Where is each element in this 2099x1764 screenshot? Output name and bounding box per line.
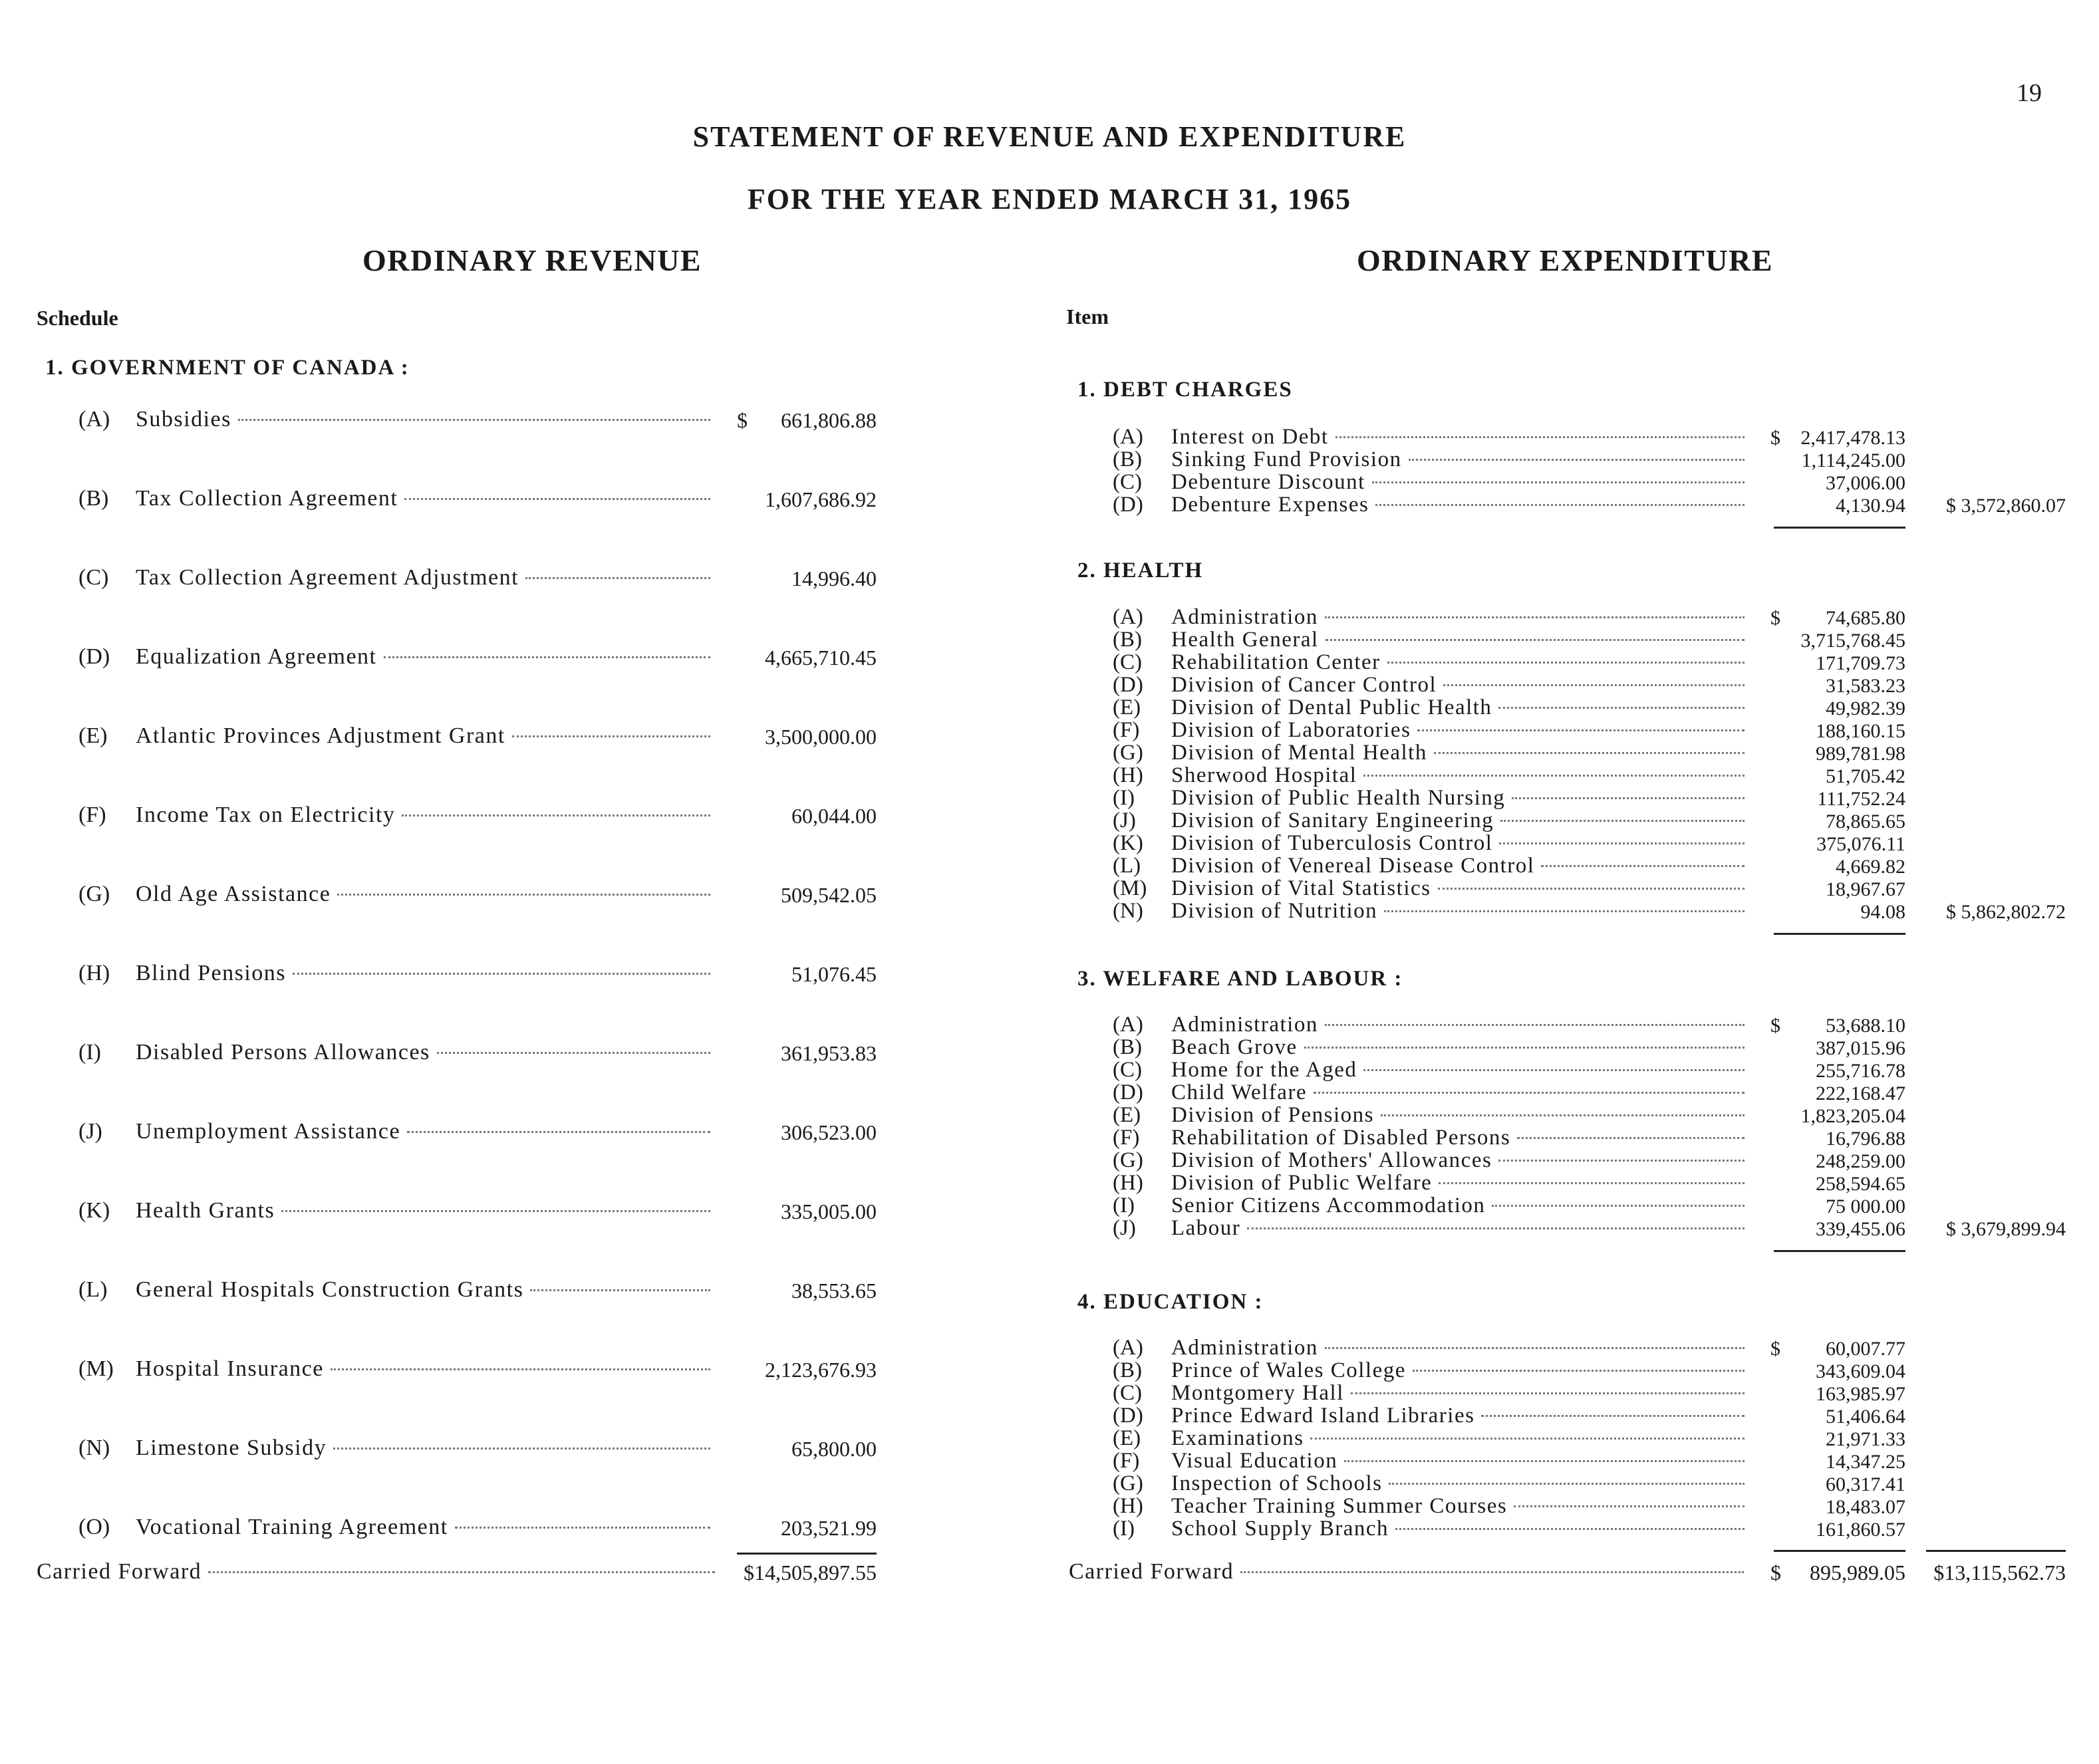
- currency-symbol: $: [737, 408, 748, 432]
- item-description: Division of Mothers' Allowances: [1171, 1148, 1492, 1172]
- item-column-label: Item: [1066, 305, 1109, 328]
- item-code: (D): [1113, 1080, 1143, 1104]
- item-description: Tax Collection Agreement: [136, 486, 398, 511]
- expenditure-carried-forward-dollar: $: [1770, 1561, 1781, 1584]
- expenditure-item-row: [1113, 741, 1751, 764]
- item-code: (E): [78, 723, 108, 748]
- item-code: (K): [1113, 831, 1143, 855]
- item-description: Disabled Persons Allowances: [136, 1040, 430, 1065]
- item-amount: 222,168.47: [1816, 1082, 1905, 1104]
- item-amount: 2,123,676.93: [765, 1358, 877, 1382]
- revenue-carried-forward-total: $14,505,897.55: [744, 1561, 877, 1584]
- item-amount: 75 000.00: [1826, 1196, 1905, 1217]
- expenditure-item-row: [1113, 471, 1751, 493]
- item-code: (D): [1113, 1404, 1143, 1428]
- item-amount: 51,406.64: [1826, 1406, 1905, 1428]
- expenditure-item-row: [1113, 606, 1751, 628]
- item-amount: 21,971.33: [1826, 1428, 1905, 1450]
- item-code: (F): [78, 803, 106, 827]
- item-description: Subsidies: [136, 407, 231, 432]
- item-amount: 258,594.65: [1816, 1173, 1905, 1195]
- item-code: (D): [1113, 493, 1143, 517]
- expenditure-group-title: 4. EDUCATION :: [1077, 1290, 1264, 1314]
- item-description: Division of Pensions: [1171, 1103, 1375, 1127]
- leader-dots: [1541, 865, 1745, 867]
- item-code: (J): [78, 1119, 102, 1144]
- item-amount: 188,160.15: [1816, 720, 1905, 742]
- item-amount: 343,609.04: [1816, 1360, 1905, 1382]
- item-description: Division of Cancer Control: [1171, 673, 1437, 697]
- expenditure-item-row: [1113, 674, 1751, 696]
- leader-dots: [384, 656, 711, 658]
- item-description: Sinking Fund Provision: [1171, 447, 1402, 471]
- revenue-item-row: [78, 1436, 717, 1461]
- currency-symbol: $: [1770, 1015, 1780, 1037]
- item-amount: 31,583.23: [1826, 675, 1905, 697]
- expenditure-item-row: [1113, 1217, 1751, 1239]
- item-description: Limestone Subsidy: [136, 1436, 327, 1460]
- leader-dots: [208, 1571, 715, 1573]
- leader-dots: [512, 735, 710, 737]
- item-code: (H): [1113, 763, 1143, 787]
- revenue-item-row: [78, 1515, 717, 1540]
- item-description: Hospital Insurance: [136, 1356, 324, 1381]
- leader-dots: [1387, 662, 1745, 664]
- leader-dots: [1514, 1505, 1745, 1507]
- leader-dots: [1344, 1460, 1745, 1462]
- item-description: Senior Citizens Accommodation: [1171, 1194, 1486, 1217]
- item-description: Old Age Assistance: [136, 882, 331, 906]
- expenditure-item-row: [1113, 1495, 1751, 1517]
- page-title: STATEMENT OF REVENUE AND EXPENDITURE: [692, 120, 1407, 153]
- item-amount: 339,455.06: [1816, 1218, 1905, 1240]
- item-description: Unemployment Assistance: [136, 1119, 401, 1144]
- item-code: (F): [1113, 1126, 1140, 1150]
- item-amount: 1,114,245.00: [1801, 449, 1905, 471]
- item-amount: 37,006.00: [1826, 472, 1905, 494]
- leader-dots: [1247, 1227, 1745, 1229]
- expenditure-item-row: [1113, 877, 1751, 900]
- item-description: Examinations: [1171, 1426, 1304, 1450]
- leader-dots: [1384, 910, 1745, 912]
- group-total: $ 5,862,802.72: [1946, 901, 2066, 923]
- item-amount: 51,705.42: [1826, 765, 1905, 787]
- revenue-carried-forward-row: [37, 1559, 722, 1584]
- leader-dots: [333, 1448, 710, 1449]
- currency-symbol: $: [1770, 607, 1780, 629]
- item-code: (C): [1113, 470, 1142, 494]
- leader-dots: [1363, 775, 1745, 777]
- item-code: (L): [78, 1277, 108, 1302]
- item-description: Visual Education: [1171, 1449, 1338, 1473]
- leader-dots: [1335, 436, 1745, 438]
- item-description: Administration: [1171, 605, 1318, 629]
- item-code: (K): [78, 1198, 110, 1223]
- item-amount: 49,982.39: [1826, 697, 1905, 719]
- item-code: (G): [78, 882, 110, 906]
- expenditure-item-row: [1113, 900, 1751, 922]
- leader-dots: [1413, 1370, 1745, 1372]
- item-amount: 4,130.94: [1836, 495, 1905, 517]
- revenue-item-row: [78, 565, 717, 590]
- item-code: (D): [78, 644, 110, 669]
- item-description: Rehabilitation of Disabled Persons: [1171, 1126, 1511, 1150]
- expenditure-item-row: [1113, 809, 1751, 832]
- item-amount: 2,417,478.13: [1800, 427, 1905, 449]
- item-code: (M): [1113, 876, 1147, 900]
- group-subtotal-rule: [1774, 1250, 1905, 1252]
- leader-dots: [1240, 1571, 1744, 1573]
- item-amount: 78,865.65: [1826, 811, 1905, 832]
- leader-dots: [1325, 1024, 1745, 1026]
- revenue-item-row: [78, 1356, 717, 1382]
- expenditure-item-row: [1113, 1013, 1751, 1036]
- leader-dots: [455, 1527, 710, 1529]
- revenue-item-row: [78, 1040, 717, 1065]
- revenue-item-row: [78, 882, 717, 907]
- expenditure-item-row: [1113, 764, 1751, 787]
- leader-dots: [525, 577, 710, 579]
- schedule-column-label: Schedule: [37, 306, 118, 330]
- leader-dots: [1389, 1483, 1745, 1485]
- item-amount: 18,483.07: [1826, 1496, 1905, 1518]
- expenditure-item-row: [1113, 1149, 1751, 1172]
- group-total: $ 3,572,860.07: [1946, 495, 2066, 517]
- leader-dots: [1434, 752, 1745, 754]
- item-amount: 171,709.73: [1816, 652, 1905, 674]
- item-code: (N): [78, 1436, 110, 1460]
- item-amount: 38,553.65: [791, 1279, 877, 1303]
- leader-dots: [1498, 1160, 1745, 1162]
- expenditure-item-row: [1113, 696, 1751, 719]
- item-description: Debenture Discount: [1171, 470, 1365, 494]
- revenue-heading: ORDINARY REVENUE: [362, 243, 702, 277]
- item-description: Division of Dental Public Health: [1171, 695, 1492, 719]
- item-code: (H): [1113, 1171, 1143, 1195]
- item-code: (B): [1113, 1035, 1142, 1059]
- item-amount: 53,688.10: [1826, 1015, 1905, 1037]
- leader-dots: [1500, 820, 1745, 822]
- item-amount: 74,685.80: [1826, 607, 1905, 629]
- item-description: Teacher Training Summer Courses: [1171, 1494, 1508, 1518]
- item-code: (N): [1113, 899, 1143, 923]
- item-code: (B): [78, 486, 109, 511]
- item-description: Debenture Expenses: [1171, 493, 1369, 517]
- revenue-item-row: [78, 644, 717, 670]
- item-amount: 111,752.24: [1817, 788, 1905, 810]
- item-amount: 94.08: [1860, 901, 1905, 923]
- leader-dots: [1351, 1392, 1745, 1394]
- leader-dots: [1381, 1114, 1745, 1116]
- expenditure-item-row: [1113, 448, 1751, 471]
- expenditure-item-row: [1113, 1336, 1751, 1359]
- item-amount: 248,259.00: [1816, 1150, 1905, 1172]
- item-code: (A): [1113, 1336, 1143, 1360]
- expenditure-item-row: [1113, 854, 1751, 877]
- item-amount: 4,665,710.45: [765, 646, 877, 670]
- expenditure-total-rule: [1926, 1550, 2066, 1552]
- item-amount: 4,669.82: [1836, 856, 1905, 878]
- item-code: (C): [1113, 650, 1142, 674]
- item-description: Beach Grove: [1171, 1035, 1298, 1059]
- item-description: Labour: [1171, 1216, 1241, 1240]
- item-amount: 1,607,686.92: [765, 487, 877, 511]
- item-amount: 335,005.00: [781, 1199, 877, 1223]
- item-code: (I): [78, 1040, 101, 1065]
- item-amount: 361,953.83: [781, 1041, 877, 1065]
- item-description: Division of Mental Health: [1171, 741, 1427, 765]
- leader-dots: [331, 1368, 710, 1370]
- leader-dots: [1314, 1092, 1745, 1094]
- item-code: (C): [1113, 1381, 1142, 1405]
- item-code: (G): [1113, 741, 1143, 765]
- item-amount: 14,347.25: [1826, 1451, 1905, 1473]
- revenue-item-row: [78, 1119, 717, 1144]
- item-description: Administration: [1171, 1336, 1318, 1360]
- expenditure-item-row: [1113, 1104, 1751, 1126]
- leader-dots: [1438, 888, 1745, 890]
- item-code: (J): [1113, 1216, 1136, 1240]
- revenue-item-row: [78, 1277, 717, 1303]
- item-code: (E): [1113, 695, 1141, 719]
- item-description: Atlantic Provinces Adjustment Grant: [136, 723, 505, 748]
- item-description: Division of Tuberculosis Control: [1171, 831, 1493, 855]
- expenditure-item-row: [1113, 1472, 1751, 1495]
- leader-dots: [1498, 707, 1745, 709]
- leader-dots: [1417, 729, 1745, 731]
- item-amount: 306,523.00: [781, 1120, 877, 1144]
- leader-dots: [293, 973, 710, 975]
- item-code: (I): [1113, 1517, 1135, 1541]
- leader-dots: [1375, 504, 1745, 506]
- leader-dots: [1499, 842, 1745, 844]
- item-amount: 18,967.67: [1826, 878, 1905, 900]
- item-amount: 60,317.41: [1826, 1473, 1905, 1495]
- item-description: Home for the Aged: [1171, 1058, 1357, 1082]
- expenditure-carried-forward-row: [1069, 1559, 1750, 1584]
- item-code: (E): [1113, 1426, 1141, 1450]
- item-code: (G): [1113, 1471, 1143, 1495]
- revenue-carried-forward-label: Carried Forward: [37, 1559, 202, 1584]
- expenditure-item-row: [1113, 1059, 1751, 1081]
- currency-symbol: $: [1770, 1338, 1780, 1360]
- item-description: Administration: [1171, 1013, 1318, 1037]
- revenue-item-row: [78, 803, 717, 828]
- expenditure-item-row: [1113, 1404, 1751, 1427]
- item-description: Division of Public Health Nursing: [1171, 786, 1506, 810]
- item-code: (A): [1113, 605, 1143, 629]
- expenditure-item-row: [1113, 1036, 1751, 1059]
- leader-dots: [1310, 1438, 1745, 1440]
- leader-dots: [1512, 797, 1745, 799]
- expenditure-item-row: [1113, 787, 1751, 809]
- item-description: Income Tax on Electricity: [136, 803, 396, 827]
- item-code: (M): [78, 1356, 114, 1381]
- item-amount: 661,806.88: [781, 408, 877, 432]
- item-description: Division of Sanitary Engineering: [1171, 809, 1494, 832]
- item-amount: 16,796.88: [1826, 1128, 1905, 1150]
- leader-dots: [530, 1289, 710, 1291]
- expenditure-group-title: 1. DEBT CHARGES: [1077, 378, 1293, 402]
- item-description: Child Welfare: [1171, 1080, 1308, 1104]
- expenditure-item-row: [1113, 628, 1751, 651]
- item-code: (A): [1113, 425, 1143, 449]
- item-code: (A): [78, 407, 110, 432]
- expenditure-item-row: [1113, 1126, 1751, 1149]
- item-code: (F): [1113, 1449, 1140, 1473]
- expenditure-item-row: [1113, 1427, 1751, 1449]
- group-subtotal-rule: [1774, 527, 1905, 529]
- leader-dots: [1481, 1415, 1745, 1417]
- expenditure-item-row: [1113, 1194, 1751, 1217]
- item-amount: 163,985.97: [1816, 1383, 1905, 1405]
- item-code: (B): [1113, 1358, 1142, 1382]
- item-code: (B): [1113, 628, 1142, 652]
- item-code: (I): [1113, 786, 1135, 810]
- item-code: (B): [1113, 447, 1142, 471]
- item-amount: 3,500,000.00: [765, 725, 877, 749]
- item-amount: 65,800.00: [791, 1437, 877, 1461]
- expenditure-carried-forward-total: $13,115,562.73: [1933, 1561, 2066, 1584]
- item-code: (C): [78, 565, 109, 590]
- revenue-item-row: [78, 1198, 717, 1223]
- item-amount: 375,076.11: [1816, 833, 1905, 855]
- item-description: Blind Pensions: [136, 961, 286, 985]
- item-description: Division of Vital Statistics: [1171, 876, 1431, 900]
- item-code: (O): [78, 1515, 110, 1539]
- expenditure-item-row: [1113, 1081, 1751, 1104]
- revenue-item-row: [78, 407, 717, 432]
- leader-dots: [404, 498, 710, 500]
- expenditure-group-title: 2. HEALTH: [1077, 559, 1204, 582]
- expenditure-item-row: [1113, 493, 1751, 516]
- item-code: (L): [1113, 854, 1141, 878]
- item-description: Division of Venereal Disease Control: [1171, 854, 1535, 878]
- leader-dots: [1517, 1137, 1745, 1139]
- expenditure-item-row: [1113, 1382, 1751, 1404]
- expenditure-carried-forward-subtotal: 895,989.05: [1810, 1561, 1905, 1584]
- expenditure-item-row: [1113, 1449, 1751, 1472]
- expenditure-item-row: [1113, 1359, 1751, 1382]
- expenditure-group-title: 3. WELFARE AND LABOUR :: [1077, 967, 1403, 991]
- revenue-item-row: [78, 723, 717, 749]
- leader-dots: [1325, 616, 1745, 618]
- expenditure-carried-forward-label: Carried Forward: [1069, 1559, 1234, 1584]
- expenditure-item-row: [1113, 1172, 1751, 1194]
- item-code: (G): [1113, 1148, 1143, 1172]
- expenditure-item-row: [1113, 719, 1751, 741]
- leader-dots: [1439, 1182, 1745, 1184]
- leader-dots: [402, 815, 710, 817]
- leader-dots: [1304, 1047, 1745, 1049]
- expenditure-item-row: [1113, 651, 1751, 674]
- item-description: Division of Public Welfare: [1171, 1171, 1433, 1195]
- item-description: Equalization Agreement: [136, 644, 377, 669]
- expenditure-item-row: [1113, 1517, 1751, 1540]
- item-code: (J): [1113, 809, 1136, 832]
- item-amount: 203,521.99: [781, 1516, 877, 1540]
- leader-dots: [1325, 1347, 1745, 1349]
- leader-dots: [238, 419, 710, 421]
- revenue-total-rule: [737, 1553, 877, 1555]
- group-subtotal-rule: [1774, 933, 1905, 935]
- item-description: Vocational Training Agreement: [136, 1515, 448, 1539]
- item-code: (A): [1113, 1013, 1143, 1037]
- expenditure-subtotal-rule: [1774, 1550, 1905, 1552]
- item-description: Division of Laboratories: [1171, 718, 1411, 742]
- item-amount: 60,044.00: [791, 804, 877, 828]
- item-code: (D): [1113, 673, 1143, 697]
- item-description: Interest on Debt: [1171, 425, 1329, 449]
- leader-dots: [437, 1052, 710, 1054]
- leader-dots: [1372, 481, 1745, 483]
- leader-dots: [1326, 639, 1745, 641]
- leader-dots: [1492, 1205, 1745, 1207]
- item-amount: 1,823,205.04: [1800, 1105, 1905, 1127]
- leader-dots: [337, 894, 710, 896]
- item-description: Inspection of Schools: [1171, 1471, 1383, 1495]
- group-total: $ 3,679,899.94: [1946, 1218, 2066, 1240]
- revenue-item-row: [78, 486, 717, 511]
- leader-dots: [1409, 459, 1745, 461]
- item-amount: 51,076.45: [791, 962, 877, 986]
- item-description: Division of Nutrition: [1171, 899, 1378, 923]
- item-description: Montgomery Hall: [1171, 1381, 1344, 1405]
- page-number: 19: [2017, 79, 2042, 107]
- item-code: (I): [1113, 1194, 1135, 1217]
- expenditure-item-row: [1113, 426, 1751, 448]
- item-amount: 255,716.78: [1816, 1060, 1905, 1082]
- revenue-group-title: 1. GOVERNMENT OF CANADA :: [45, 356, 410, 380]
- item-amount: 387,015.96: [1816, 1037, 1905, 1059]
- leader-dots: [1443, 684, 1745, 686]
- item-amount: 14,996.40: [791, 567, 877, 590]
- item-amount: 989,781.98: [1816, 743, 1905, 765]
- item-code: (H): [78, 961, 110, 985]
- item-description: Prince of Wales College: [1171, 1358, 1406, 1382]
- item-code: (C): [1113, 1058, 1142, 1082]
- item-description: Prince Edward Island Libraries: [1171, 1404, 1475, 1428]
- item-amount: 161,860.57: [1816, 1519, 1905, 1541]
- item-amount: 3,715,768.45: [1800, 630, 1905, 652]
- currency-symbol: $: [1770, 427, 1780, 449]
- item-description: Sherwood Hospital: [1171, 763, 1357, 787]
- item-code: (E): [1113, 1103, 1141, 1127]
- item-description: Tax Collection Agreement Adjustment: [136, 565, 519, 590]
- leader-dots: [281, 1210, 710, 1212]
- item-amount: 509,542.05: [781, 883, 877, 907]
- expenditure-item-row: [1113, 832, 1751, 854]
- leader-dots: [1395, 1528, 1745, 1530]
- leader-dots: [407, 1131, 710, 1133]
- item-amount: 60,007.77: [1826, 1338, 1905, 1360]
- item-code: (H): [1113, 1494, 1143, 1518]
- item-description: General Hospitals Construction Grants: [136, 1277, 524, 1302]
- item-description: Health Grants: [136, 1198, 275, 1223]
- leader-dots: [1363, 1069, 1745, 1071]
- page-subtitle: FOR THE YEAR ENDED MARCH 31, 1965: [747, 183, 1352, 215]
- revenue-item-row: [78, 961, 717, 986]
- item-description: Health General: [1171, 628, 1319, 652]
- expenditure-heading: ORDINARY EXPENDITURE: [1357, 243, 1774, 277]
- item-description: School Supply Branch: [1171, 1517, 1389, 1541]
- item-description: Rehabilitation Center: [1171, 650, 1381, 674]
- item-code: (F): [1113, 718, 1140, 742]
